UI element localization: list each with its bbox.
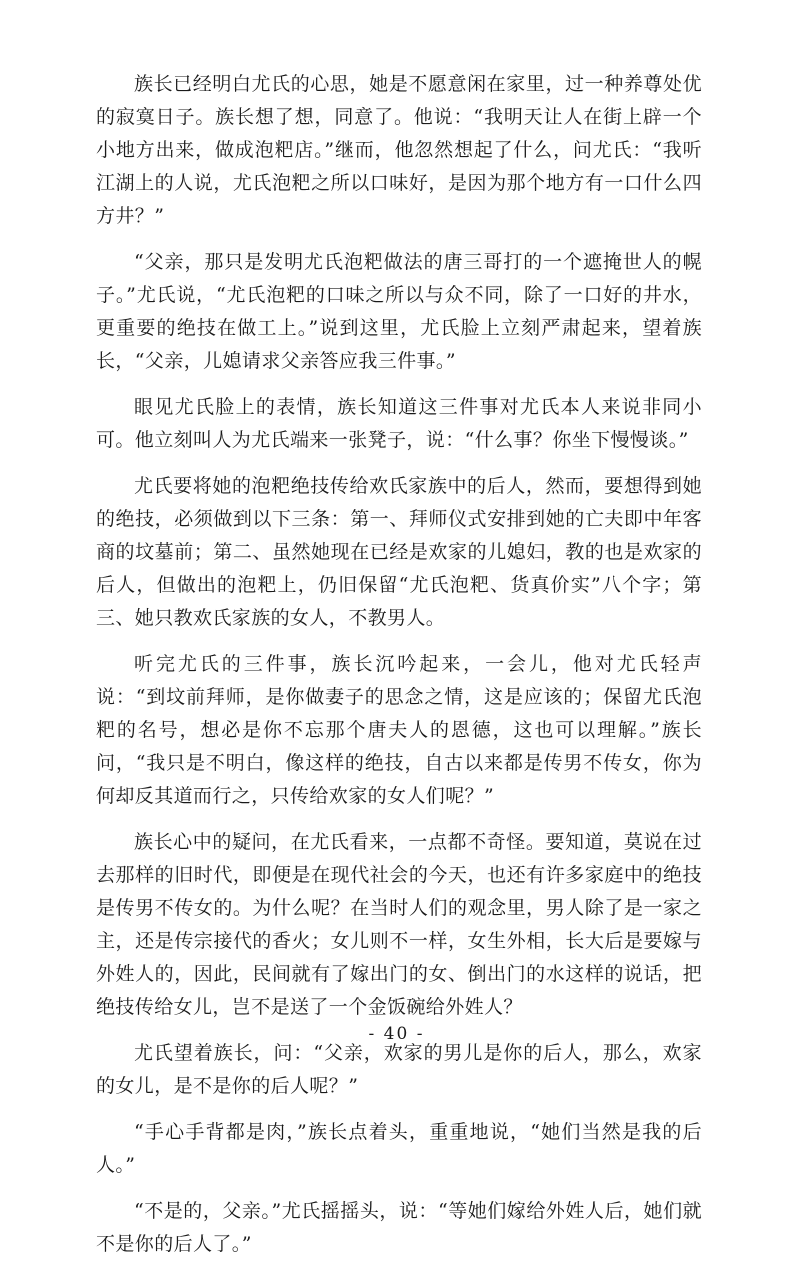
paragraph-3: 眼见尤氏脸上的表情，族长知道这三件事对尤氏本人来说非同小可。他立刻叫人为尤氏端来一张凳子，说：“什么事？你坐下慢慢谈。”: [96, 396, 702, 451]
paragraph-1: 族长已经明白尤氏的心思，她是不愿意闲在家里，过一种养尊处优的寂寞日子。族长想了想，同意了。他说：“我明天让人在街上辟一个小地方出来，做成泡粑店。”继而，他忽然想起了什么，问尤氏：“我听江湖上的人说，尤氏泡粑之所以口味好，是因为那个地方有一口什么四方井？”: [96, 73, 702, 227]
paragraph-5: 听完尤氏的三件事，族长沉吟起来，一会儿，他对尤氏轻声说：“到坟前拜师，是你做妻子的思念之情，这是应该的；保留尤氏泡粑的名号，想必是你不忘那个唐夫人的恩德，这也可以理解。”族长问，“我只是不明白，像这样的绝技，自古以来都是传男不传女，你为何却反其道而行之，只传给欢家的女人们呢？”: [96, 653, 702, 807]
document-body: [96, 68, 702, 1274]
paragraph-6: 族长心中的疑问，在尤氏看来，一点都不奇怪。要知道，莫说在过去那样的旧时代，即便是在现代社会的今天，也还有许多家庭中的绝技是传男不传女的。为什么呢？在当时人们的观念里，男人除了是一家之主，还是传宗接代的香火；女儿则不一样，女生外相，长大后是要嫁与外姓人的，因此，民间就有了嫁出门的女、倒出门的水这样的说话，把绝技传给女儿，岂不是送了一个金饭碗给外姓人？: [96, 831, 702, 1018]
page-number: - 40 -: [368, 1024, 425, 1044]
paragraph-9: “不是的，父亲。”尤氏摇摇头，说：“等她们嫁给外姓人后，她们就不是你的后人了。”: [96, 1200, 702, 1255]
paragraph-8: “手心手背都是肉，”族长点着头，重重地说，“她们当然是我的后人。”: [96, 1121, 702, 1176]
paragraph-2: “父亲，那只是发明尤氏泡粑做法的唐三哥打的一个遮掩世人的幌子。”尤氏说，“尤氏泡粑的口味之所以与众不同，除了一口好的井水，更重要的绝技在做工上。”说到这里，尤氏脸上立刻严肃起来，望着族长，“父亲，儿媳请求父亲答应我三件事。”: [96, 251, 702, 372]
paragraph-7: 尤氏望着族长，问：“父亲，欢家的男儿是你的后人，那么，欢家的女儿，是不是你的后人呢？”: [96, 1042, 702, 1097]
paragraph-4: 尤氏要将她的泡粑绝技传给欢氏家族中的后人，然而，要想得到她的绝技，必须做到以下三条：第一、拜师仪式安排到她的亡夫即中年客商的坟墓前；第二、虽然她现在已经是欢家的儿媳妇，教的也是欢家的后人，但做出的泡粑上，仍旧保留“尤氏泡粑、货真价实”八个字；第三、她只教欢氏家族的女人，不教男人。: [96, 475, 702, 629]
